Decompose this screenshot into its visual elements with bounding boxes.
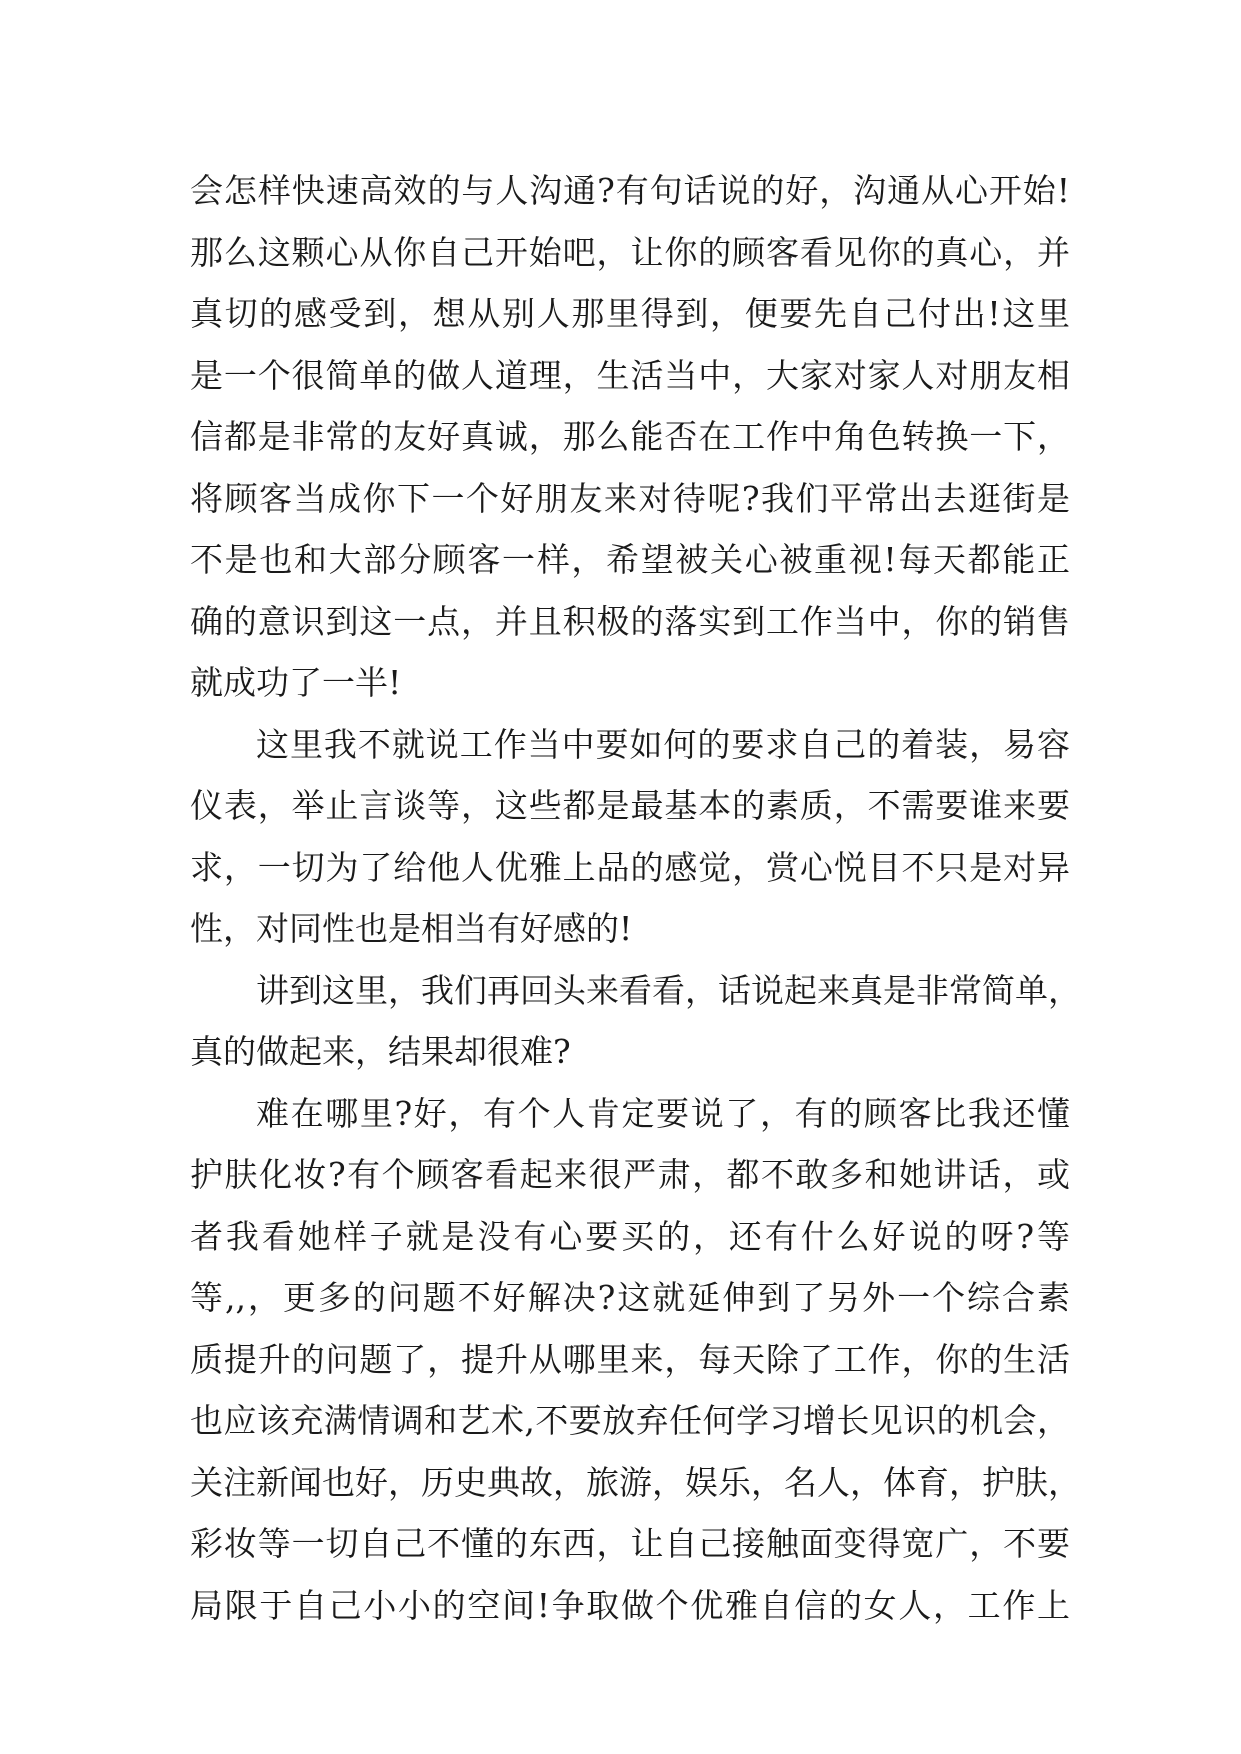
text-line-6: 将顾客当成你下一个好朋友来对待呢?我们平常出去逛街是 — [190, 478, 1070, 518]
text-line-3: 真切的感受到，想从别人那里得到，便要先自己付出!这里 — [190, 294, 1070, 333]
text-line-19: 等,,，更多的问题不好解决?这就延伸到了另外一个综合素 — [190, 1278, 1070, 1317]
body-text — [190, 160, 1081, 1636]
text-line-16: 难在哪里?好，有个人肯定要说了，有的顾客比我还懂 — [256, 1093, 1070, 1133]
text-line-11: 仪表，举止言谈等，这些都是最基本的素质，不需要谁来要 — [190, 786, 1070, 825]
text-line-10: 这里我不就说工作当中要如何的要求自己的着装，易容 — [256, 724, 1070, 764]
text-line-18: 者我看她样子就是没有心要买的，还有什么好说的呀?等 — [190, 1216, 1070, 1256]
text-line-20: 质提升的问题了，提升从哪里来，每天除了工作，你的生活 — [190, 1339, 1070, 1379]
text-line-9: 就成功了一半! — [190, 663, 402, 702]
text-line-15: 真的做起来，结果却很难? — [190, 1032, 571, 1071]
text-line-17: 护肤化妆?有个顾客看起来很严肃，都不敢多和她讲话，或 — [190, 1155, 1070, 1194]
text-line-5: 信都是非常的友好真诚，那么能否在工作中角色转换一下， — [190, 417, 1070, 456]
text-line-12: 求，一切为了给他人优雅上品的感觉，赏心悦目不只是对异 — [190, 847, 1070, 887]
text-line-1: 会怎样快速高效的与人沟通?有句话说的好，沟通从心开始! — [190, 171, 1070, 210]
text-line-13: 性，对同性也是相当有好感的! — [190, 909, 633, 948]
text-line-2: 那么这颗心从你自己开始吧，让你的顾客看见你的真心，并 — [190, 232, 1070, 272]
text-line-22: 关注新闻也好，历史典故，旅游，娱乐，名人，体育，护肤， — [190, 1462, 1081, 1502]
text-line-21: 也应该充满情调和艺术,不要放弃任何学习增长见识的机会， — [190, 1401, 1070, 1440]
text-line-4: 是一个很简单的做人道理，生活当中，大家对家人对朋友相 — [190, 355, 1070, 395]
text-line-14: 讲到这里，我们再回头来看看，话说起来真是非常简单， — [256, 970, 1081, 1010]
text-line-8: 确的意识到这一点，并且积极的落实到工作当中，你的销售 — [190, 601, 1070, 641]
text-line-24: 局限于自己小小的空间!争取做个优雅自信的女人，工作上 — [190, 1585, 1070, 1625]
text-line-7: 不是也和大部分顾客一样，希望被关心被重视!每天都能正 — [190, 540, 1070, 579]
text-line-23: 彩妆等一切自己不懂的东西，让自己接触面变得宽广，不要 — [190, 1524, 1070, 1563]
